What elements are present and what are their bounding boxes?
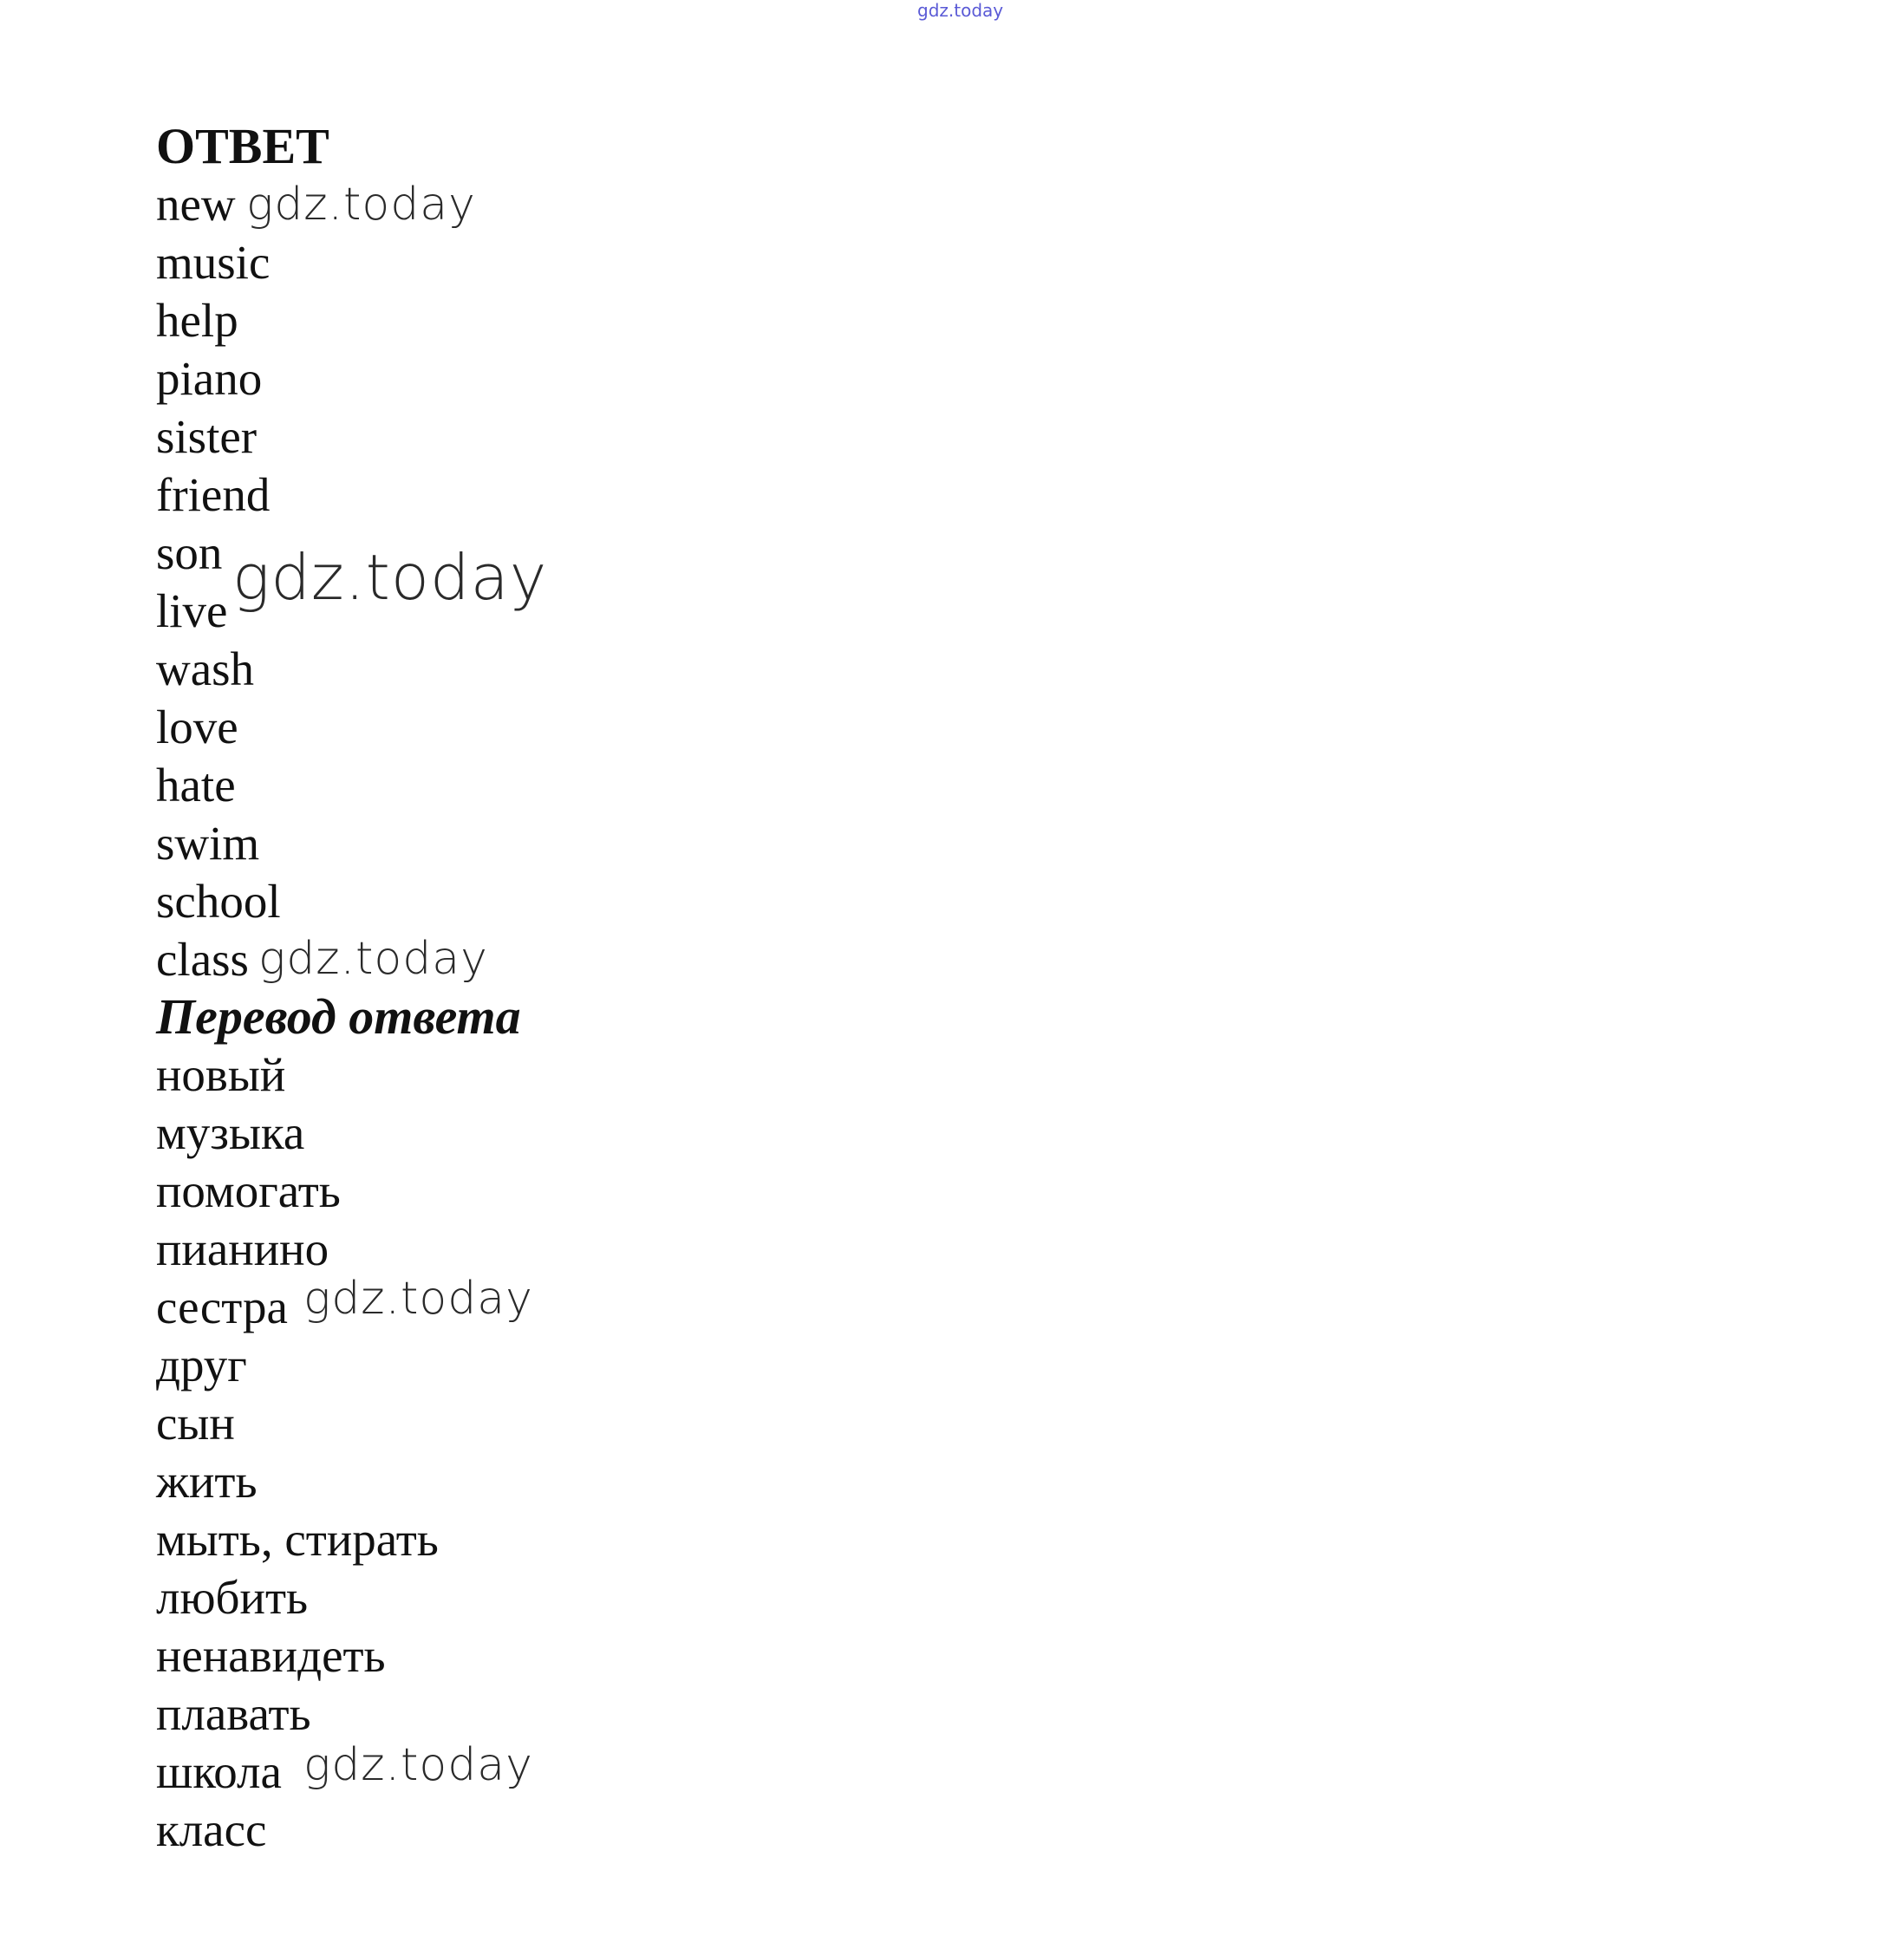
- russian-word: сын: [156, 1397, 235, 1450]
- english-word: sister: [156, 410, 258, 463]
- english-word: new: [156, 178, 236, 231]
- russian-word: мыть, стирать: [156, 1513, 439, 1566]
- russian-word: любить: [156, 1571, 309, 1624]
- english-word: piano: [156, 352, 263, 405]
- english-word: son: [156, 526, 223, 579]
- top-watermark: gdz.today: [917, 0, 1004, 21]
- english-word: friend: [156, 468, 271, 521]
- english-word: music: [156, 236, 271, 289]
- english-word: love: [156, 701, 238, 753]
- watermark: gdz.today: [303, 1273, 533, 1325]
- russian-word: сестра: [156, 1281, 288, 1333]
- english-word: swim: [156, 817, 260, 870]
- english-word: live: [156, 584, 228, 637]
- translation-heading: Перевод ответа: [156, 988, 521, 1045]
- russian-word: жить: [156, 1455, 258, 1508]
- russian-word: музыка: [156, 1106, 305, 1159]
- russian-word: школа: [156, 1745, 282, 1798]
- english-word: school: [156, 875, 281, 928]
- russian-word: ненавидеть: [156, 1629, 386, 1682]
- watermark: gdz.today: [258, 933, 488, 985]
- watermark: gdz.today: [303, 1739, 533, 1791]
- english-word: help: [156, 294, 238, 347]
- english-word: wash: [156, 642, 255, 695]
- english-word: hate: [156, 759, 236, 811]
- russian-word: помогать: [156, 1164, 341, 1217]
- english-word: class: [156, 933, 249, 986]
- russian-word: друг: [156, 1339, 247, 1391]
- watermark: gdz.today: [246, 179, 476, 231]
- russian-word: класс: [156, 1803, 267, 1856]
- russian-word: пианино: [156, 1222, 329, 1275]
- answer-heading: ОТВЕТ: [156, 118, 329, 174]
- russian-word: плавать: [156, 1687, 311, 1740]
- watermark: gdz.today: [232, 541, 548, 614]
- answer-document: [156, 118, 1197, 1859]
- russian-word: новый: [156, 1048, 286, 1101]
